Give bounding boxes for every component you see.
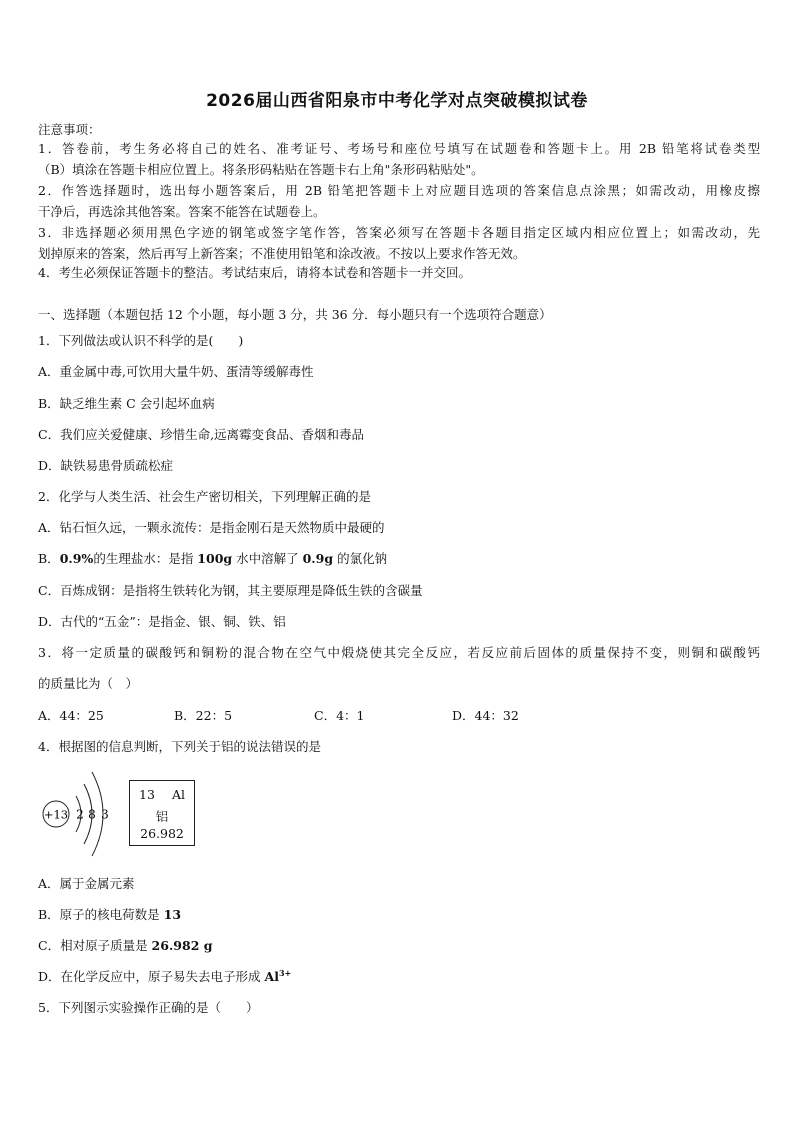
aluminum-atom-structure-diagram <box>36 766 120 862</box>
notice-line-3: 2．作答选择题时，选出每小题答案后，用 2B 铅笔把答题卡上对应题目选项的答案信息点涂黑；如需改动，用橡皮擦 <box>38 183 760 198</box>
nucleus-charge: +13 <box>43 807 69 822</box>
element-name: 铝 <box>155 809 169 824</box>
nuclear-charge-value: 13 <box>163 907 182 922</box>
periodic-table-cell <box>129 780 195 846</box>
notice-heading: 注意事项： <box>38 122 101 137</box>
question-1-option-b: B．缺乏维生素 C 会引起坏血病 <box>38 396 215 411</box>
question-2-option-b <box>38 549 760 569</box>
question-1-option-a: A．重金属中毒,可饮用大量牛奶、蛋清等缓解毒性 <box>38 364 314 379</box>
ion-symbol: Al <box>264 969 279 984</box>
section-heading: 一、选择题（本题包括 12 个小题，每小题 3 分，共 36 分．每小题只有一个选项符合题意） <box>38 307 552 322</box>
ion-charge: 3+ <box>278 967 292 978</box>
question-1-stem: 1．下列做法或认识不科学的是( ) <box>38 333 244 348</box>
shell-electron-count: 8 <box>88 807 96 822</box>
text-part: 水中溶解了 <box>232 551 303 566</box>
question-1-option-c: C．我们应关爱健康、珍惜生命,远离霉变食品、香烟和毒品 <box>38 427 365 442</box>
question-3-stem-line-2: 的质量比为（ ） <box>38 676 139 691</box>
text-part: 的生理盐水：是指 <box>93 551 198 566</box>
page-title: 2026届山西省阳泉市中考化学对点突破模拟试卷 <box>206 91 588 111</box>
relative-mass-value: 26.982 g <box>151 938 213 953</box>
question-4-option-a: A．属于金属元素 <box>38 876 135 891</box>
option-c-prefix: C．相对原子质量是 <box>38 938 152 953</box>
value-percent: 0.9% <box>59 551 94 566</box>
question-4-stem: 4．根据图的信息判断，下列关于铝的说法错误的是 <box>38 739 321 754</box>
question-4-option-c <box>38 936 760 956</box>
question-4-option-d <box>38 967 760 987</box>
question-3-option-c: C．4：1 <box>314 708 365 723</box>
shell-electron-count: 2 <box>76 807 84 822</box>
notice-line-1: 1．答卷前，考生务必将自己的姓名、准考证号、考场号和座位号填写在试题卷和答题卡上。用 2B 铅笔将试卷类型 <box>38 141 760 156</box>
atomic-number: 13 <box>139 787 155 802</box>
question-1-option-d: D．缺铁易患骨质疏松症 <box>38 458 174 473</box>
element-symbol: Al <box>171 787 185 802</box>
notice-line-5: 3．非选择题必须用黑色字迹的钢笔或签字笔作答，答案必须写在答题卡各题目指定区域内相应位置上；如需改动，先 <box>38 225 760 240</box>
option-b-prefix: B．原子的核电荷数是 <box>38 907 164 922</box>
question-2-option-a: A．钻石恒久远，一颗永流传：是指金刚石是天然物质中最硬的 <box>38 520 385 535</box>
question-5-stem: 5．下列图示实验操作正确的是（ ） <box>38 1000 259 1015</box>
text-part: 的氯化钠 <box>333 551 388 566</box>
question-3-option-a: A．44：25 <box>38 708 104 723</box>
question-3-option-d: D．44：32 <box>452 708 519 723</box>
question-2-option-c: C．百炼成钢：是指将生铁转化为钢，其主要原理是降低生铁的含碳量 <box>38 583 423 598</box>
value-mass-salt: 0.9g <box>302 551 334 566</box>
notice-line-2: （B）填涂在答题卡相应位置上。将条形码粘贴在答题卡右上角"条形码粘贴处"。 <box>38 162 484 177</box>
atomic-mass: 26.982 <box>140 826 184 841</box>
notice-line-4: 干净后，再选涂其他答案。答案不能答在试题卷上。 <box>38 204 326 219</box>
shell-electron-count: 3 <box>101 807 109 822</box>
value-mass-water: 100g <box>197 551 233 566</box>
option-d-prefix: D．在化学反应中，原子易失去电子形成 <box>38 969 265 984</box>
question-2-stem: 2．化学与人类生活、社会生产密切相关，下列理解正确的是 <box>38 489 371 504</box>
question-2-option-d: D．古代的“五金”：是指金、银、铜、铁、铝 <box>38 614 286 629</box>
option-b-prefix: B． <box>38 551 60 566</box>
notice-line-7: 4．考生必须保证答题卡的整洁。考试结束后，请将本试卷和答题卡一并交回。 <box>38 265 471 280</box>
question-4-option-b <box>38 905 760 925</box>
notice-line-6: 划掉原来的答案，然后再写上新答案；不准使用铅笔和涂改液。不按以上要求作答无效。 <box>38 246 526 261</box>
question-3-stem-line-1: 3．将一定质量的碳酸钙和铜粉的混合物在空气中煅烧使其完全反应，若反应前后固体的质量保持不变，则铜和碳酸钙 <box>38 645 760 660</box>
question-3-option-b: B．22：5 <box>174 708 233 723</box>
